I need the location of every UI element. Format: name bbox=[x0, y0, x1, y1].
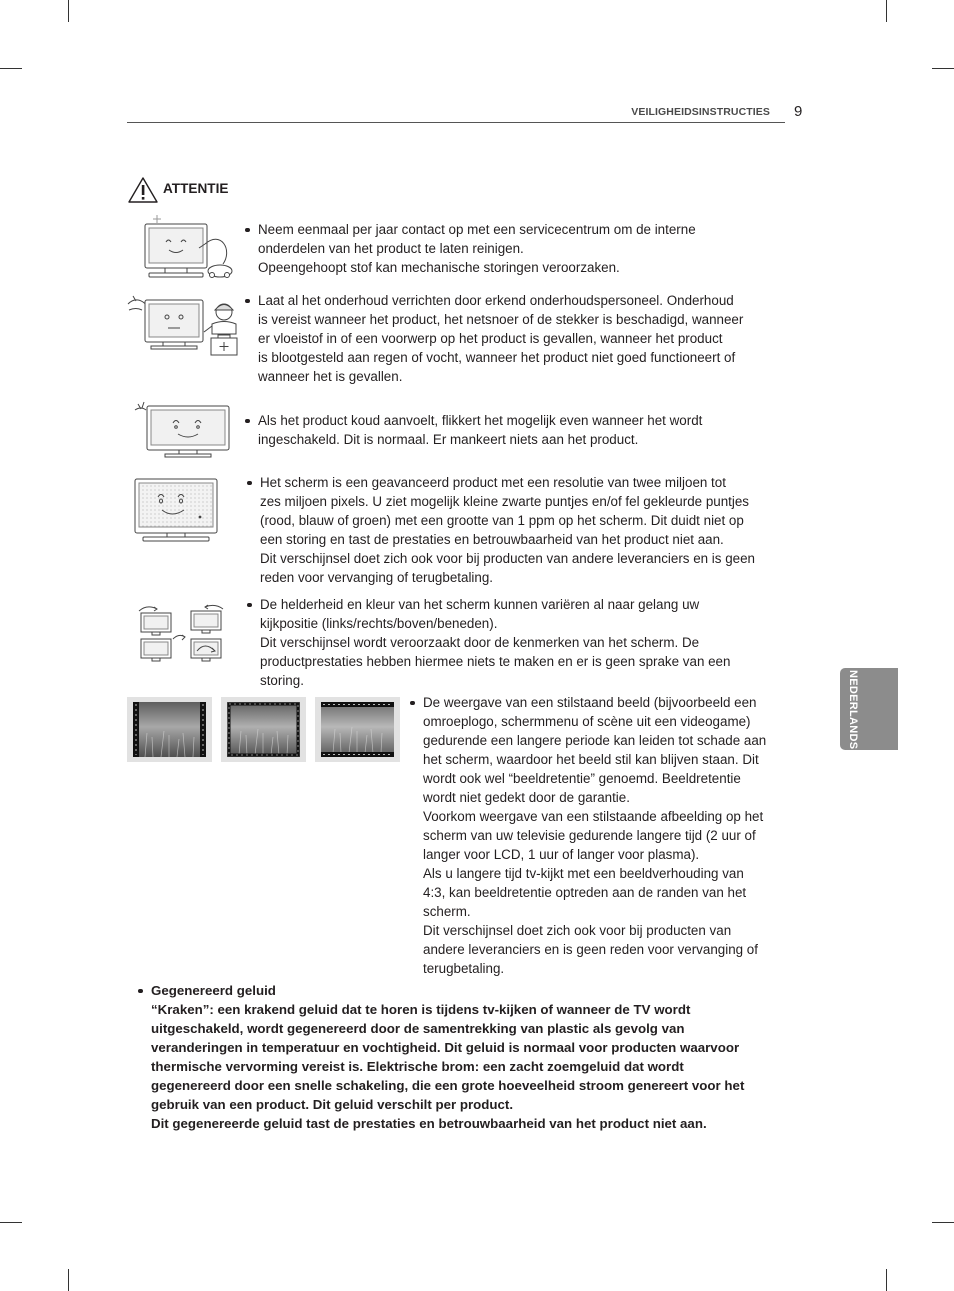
crop-mark bbox=[932, 68, 954, 69]
crop-mark bbox=[68, 1269, 69, 1291]
crop-mark bbox=[0, 68, 22, 69]
text-line: wanneer het is gevallen. bbox=[258, 369, 403, 384]
text-line: gebruik van een product. Dit geluid verschilt per product. bbox=[151, 1097, 514, 1112]
text-line: gedurende een langere periode kan leiden tot schade aan bbox=[423, 733, 767, 748]
text-line: thermische vervorming vereist is. Elektrische brom: een zacht zoemgeluid dat wordt bbox=[151, 1059, 684, 1074]
bullet-icon bbox=[245, 419, 250, 424]
bullet-icon bbox=[247, 603, 252, 608]
text-line: er vloeistof in of een voorwerp op het product is gevallen, wanneer het product bbox=[258, 331, 723, 346]
text-line: een storing en tast de prestaties en betrouwbaarheid van het product niet aan. bbox=[260, 532, 724, 547]
text-line: Dit verschijnsel wordt veroorzaakt door de kenmerken van het scherm. De bbox=[260, 635, 700, 650]
text-line: Dit gegenereerde geluid tast de prestaties en betrouwbaarheid van het product niet aan. bbox=[151, 1116, 707, 1131]
item-text bbox=[258, 291, 743, 386]
bullet-icon bbox=[247, 481, 252, 486]
item-text bbox=[260, 595, 730, 690]
text-line: De helderheid en kleur van het scherm kunnen variëren al naar gelang uw bbox=[260, 597, 700, 612]
image-retention-photo-1 bbox=[127, 697, 212, 762]
crop-mark bbox=[0, 1222, 22, 1223]
text-line: ingeschakeld. Dit is normaal. Er mankeert niets aan het product. bbox=[258, 432, 639, 447]
text-line: 4:3, kan beeldretentie optreden aan de randen van het bbox=[423, 885, 747, 900]
text-line: kijkpositie (links/rechts/boven/beneden). bbox=[260, 616, 498, 631]
text-line: storing. bbox=[260, 673, 304, 688]
text-line: omroeplogo, schermmenu of scène uit een videogame) bbox=[423, 714, 751, 729]
text-line: gegenereerd door een snelle schakeling, die een grote hoeveelheid stroom genereert voor het bbox=[151, 1078, 745, 1093]
text-line: reden voor vervanging of terugbetaling. bbox=[260, 570, 494, 585]
text-line: scherm. bbox=[423, 904, 471, 919]
image-retention-photo-3 bbox=[315, 697, 400, 762]
text-line: uitgeschakeld, wordt gegenereerd door de samentrekking van plastic als gevolg van bbox=[151, 1021, 685, 1036]
crop-mark bbox=[932, 1222, 954, 1223]
text-line: scherm van uw televisie gedurende langere tijd (2 uur of bbox=[423, 828, 756, 843]
text-line: langer voor LCD, 1 uur of langer voor plasma). bbox=[423, 847, 700, 862]
text-line: het scherm, waardoor het beeld stil kan blijven staan. Dit bbox=[423, 752, 759, 767]
item-text bbox=[258, 411, 702, 449]
crop-mark bbox=[68, 0, 69, 22]
text-line: veranderingen in temperatuur en vochtigheid. Dit geluid is normaal voor producten waarvoor bbox=[151, 1040, 740, 1055]
text-line: wordt ook wel “beeldretentie” genoemd. Beeldretentie bbox=[423, 771, 741, 786]
text-line: Dit verschijnsel doet zich ook voor bij producten van bbox=[423, 923, 732, 938]
section-title: VEILIGHEIDSINSTRUCTIES bbox=[631, 106, 770, 118]
header-rule bbox=[127, 122, 785, 123]
text-line: Het scherm is een geavanceerd product met een resolutie van twee miljoen tot bbox=[260, 475, 726, 490]
text-line: Neem eenmaal per jaar contact op met een servicecentrum om de interne bbox=[258, 222, 696, 237]
text-line: wordt niet gedekt door de garantie. bbox=[423, 790, 630, 805]
note-text bbox=[151, 981, 744, 1133]
tv-vacuum-cleaner-illustration bbox=[135, 214, 235, 282]
text-line: Dit verschijnsel doet zich ook voor bij producten van andere leveranciers en is geen bbox=[260, 551, 755, 566]
tv-viewing-angle-illustration bbox=[137, 603, 229, 663]
bullet-icon bbox=[245, 299, 250, 304]
attentie-heading: ATTENTIE bbox=[163, 181, 229, 196]
tv-pixels-illustration bbox=[133, 476, 221, 548]
warning-triangle-icon bbox=[127, 176, 159, 204]
text-line: onderdelen van het product te laten reinigen. bbox=[258, 241, 524, 256]
item-text bbox=[260, 473, 755, 587]
tv-flicker-illustration bbox=[133, 400, 233, 462]
tv-technician-illustration bbox=[127, 290, 242, 362]
item-text bbox=[423, 693, 766, 978]
crop-mark bbox=[886, 1269, 887, 1291]
item-text bbox=[258, 220, 696, 277]
bullet-icon bbox=[138, 989, 143, 994]
text-line: De weergave van een stilstaand beeld (bijvoorbeeld een bbox=[423, 695, 757, 710]
crop-mark bbox=[886, 0, 887, 22]
bullet-icon bbox=[245, 228, 250, 233]
text-line: Als u langere tijd tv-kijkt met een beeldverhouding van bbox=[423, 866, 744, 881]
language-tab-label: NEDERLANDS bbox=[847, 670, 859, 750]
image-retention-photo-2 bbox=[221, 697, 306, 762]
text-line: is vereist wanneer het product, het netsnoer of de stekker is beschadigd, wanneer bbox=[258, 312, 744, 327]
text-line: zes miljoen pixels. U ziet mogelijk kleine zwarte puntjes en/of fel gekleurde puntjes bbox=[260, 494, 750, 509]
text-line: “Kraken”: een krakend geluid dat te horen is tijdens tv-kijken of wanneer de TV wordt bbox=[151, 1002, 691, 1017]
text-line: (rood, blauw of groen) met een grootte van 1 ppm op het scherm. Dit duidt niet op bbox=[260, 513, 744, 528]
text-line: Voorkom weergave van een stilstaande afbeelding op het bbox=[423, 809, 764, 824]
bullet-icon bbox=[410, 701, 415, 706]
text-line: Als het product koud aanvoelt, flikkert het mogelijk even wanneer het wordt bbox=[258, 413, 703, 428]
text-line: Laat al het onderhoud verrichten door erkend onderhoudspersoneel. Onderhoud bbox=[258, 293, 734, 308]
text-line: is blootgesteld aan regen of vocht, wanneer het product niet goed functioneert of bbox=[258, 350, 736, 365]
text-line: andere leveranciers en is geen reden voor vervanging of bbox=[423, 942, 758, 957]
note-heading: Gegenereerd geluid bbox=[151, 983, 276, 998]
text-line: terugbetaling. bbox=[423, 961, 505, 976]
text-line: Opeengehoopt stof kan mechanische storingen veroorzaken. bbox=[258, 260, 620, 275]
text-line: productprestaties hebben hiermee niets te maken en er is geen sprake van een bbox=[260, 654, 731, 669]
language-tab bbox=[840, 668, 898, 750]
page-number: 9 bbox=[794, 103, 803, 120]
